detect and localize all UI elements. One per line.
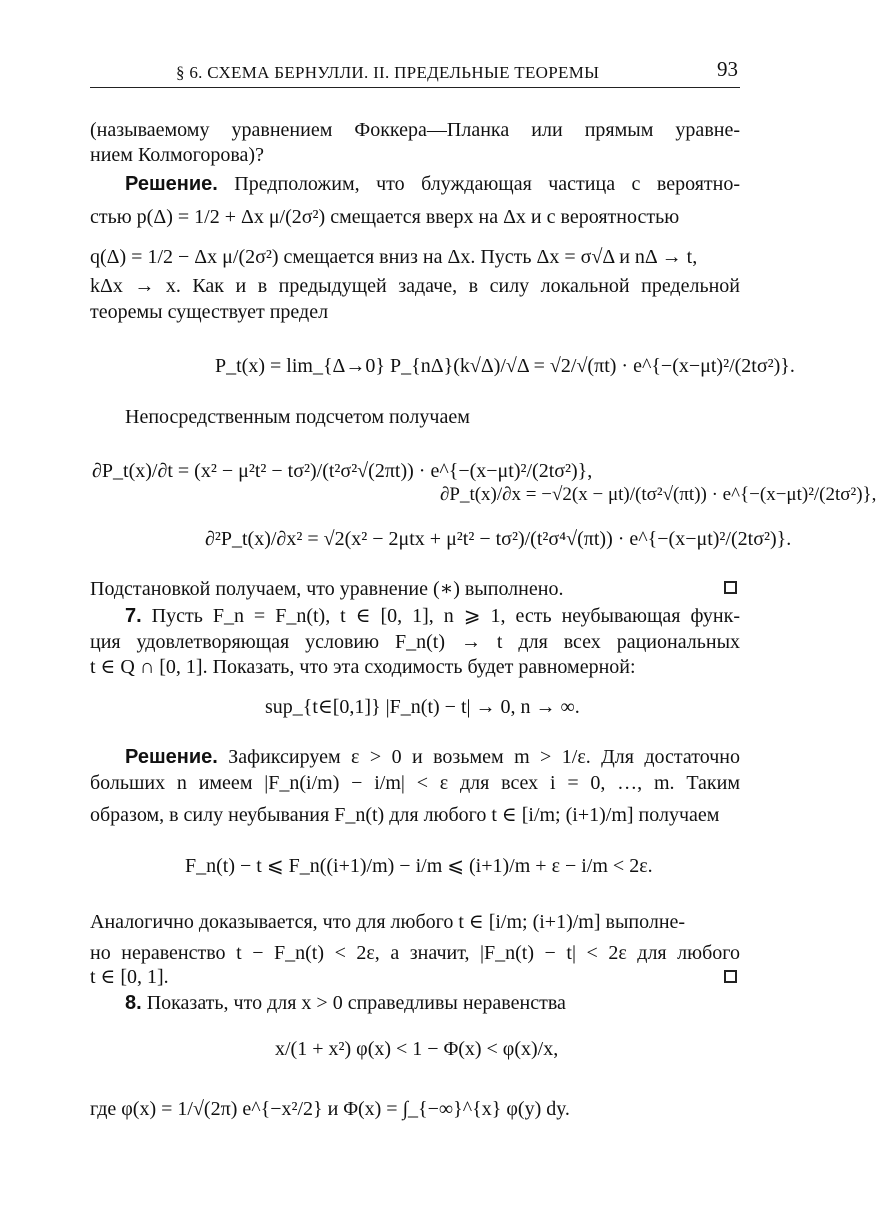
text-line: t ∈ [0, 1]. (90, 966, 169, 988)
problem-line (125, 604, 740, 628)
page-header (90, 57, 740, 88)
equation: x/(1 + x²) φ(x) < 1 − Φ(x) < φ(x)/x, (275, 1038, 559, 1060)
text-line: kΔx → x. Как и в предыдущей задаче, в силу локальной предельной (90, 275, 740, 297)
text-line: образом, в силу неубывания F_n(t) для любого t ∈ [i/m; (i+1)/m] получаем (90, 804, 720, 826)
running-head: § 6. СХЕМА БЕРНУЛЛИ. II. ПРЕДЕЛЬНЫЕ ТЕОРЕМЫ (176, 63, 600, 82)
problem-number: 8. (125, 992, 142, 1014)
equation: ∂P_t(x)/∂x = −√2(x − μt)/(tσ²√(πt)) · e^{−(x−μt)²/(2tσ²)}, (440, 484, 876, 505)
problem-line (125, 991, 740, 1015)
equation: ∂²P_t(x)/∂x² = √2(x² − 2μtx + μ²t² − tσ²)/(t²σ⁴√(πt)) · e^{−(x−μt)²/(2tσ²)}. (205, 528, 792, 550)
equation: P_t(x) = lim_{Δ→0} P_{nΔ}(k√Δ)/√Δ = √2/√(πt) · e^{−(x−μt)²/(2tσ²)}. (215, 355, 795, 377)
equation: ∂P_t(x)/∂t = (x² − μ²t² − tσ²)/(t²σ²√(2πt)) · e^{−(x−μt)²/(2tσ²)}, (92, 460, 593, 482)
equation: sup_{t∈[0,1]} |F_n(t) − t| → 0, n → ∞. (265, 696, 580, 718)
text-line: Подстановкой получаем, что уравнение (∗) выполнено. (90, 578, 564, 600)
solution-line (125, 172, 740, 196)
solution-label: Решение. (125, 746, 218, 768)
text-line: ция удовлетворяющая условию F_n(t) → t для всех рациональных (90, 631, 740, 653)
text-line: больших n имеем |F_n(i/m) − i/m| < ε для всех i = 0, …, m. Таким (90, 772, 740, 794)
solution-text: Зафиксируем ε > 0 и возьмем m > 1/ε. Для достаточно (228, 746, 741, 768)
solution-text: Предположим, что блуждающая частица с вероятно- (234, 173, 741, 195)
problem-text: Показать, что для x > 0 справедливы неравенства (146, 992, 566, 1014)
text-line: но неравенство t − F_n(t) < 2ε, а значит, |F_n(t) − t| < 2ε для любого (90, 942, 740, 964)
solution-line (125, 745, 740, 769)
text-line: нием Колмогорова)? (90, 144, 264, 166)
text-line: теоремы существует предел (90, 301, 329, 323)
page-number: 93 (717, 57, 738, 81)
qed-square-icon (724, 970, 737, 983)
text-line: стью p(Δ) = 1/2 + Δx μ/(2σ²) смещается вверх на Δx и с вероятностью (90, 206, 680, 228)
text-line: Аналогично доказывается, что для любого t ∈ [i/m; (i+1)/m] выполне- (90, 911, 686, 933)
solution-label: Решение. (125, 173, 218, 195)
text-line: t ∈ Q ∩ [0, 1]. Показать, что эта сходимость будет равномерной: (90, 656, 636, 678)
equation: F_n(t) − t ⩽ F_n((i+1)/m) − i/m ⩽ (i+1)/m + ε − i/m < 2ε. (185, 855, 653, 877)
text-line: где φ(x) = 1/√(2π) e^{−x²/2} и Φ(x) = ∫_{−∞}^{x} φ(y) dy. (90, 1098, 570, 1120)
text-line: Непосредственным подсчетом получаем (125, 406, 470, 428)
qed-square-icon (724, 581, 737, 594)
problem-number: 7. (125, 605, 142, 627)
text-line: q(Δ) = 1/2 − Δx μ/(2σ²) смещается вниз на Δx. Пусть Δx = σ√Δ и nΔ → t, (90, 246, 698, 268)
text-line: (называемому уравнением Фоккера—Планка или прямым уравне- (90, 119, 740, 141)
problem-text: Пусть F_n = F_n(t), t ∈ [0, 1], n ⩾ 1, есть неубывающая функ- (151, 605, 740, 627)
